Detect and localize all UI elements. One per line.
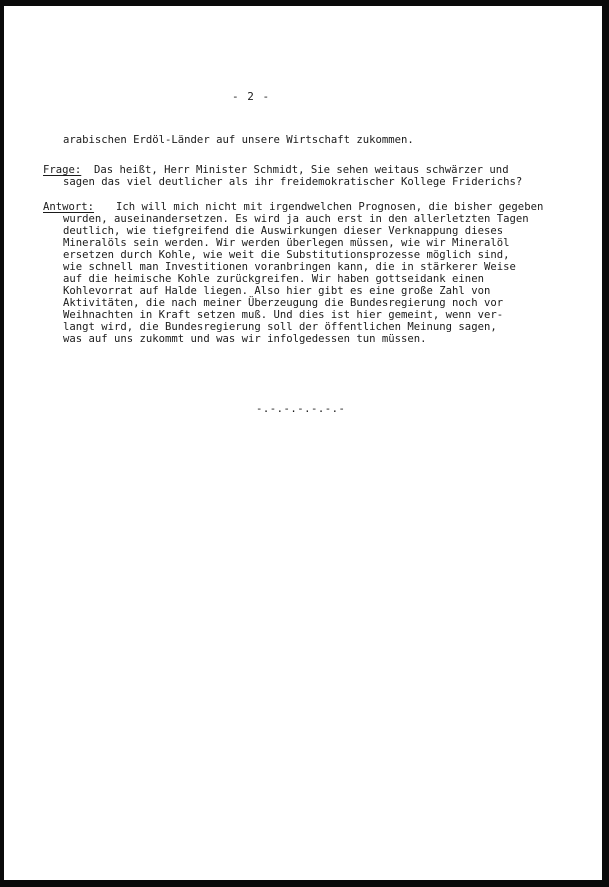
answer-line-11: langt wird, die Bundesregierung soll der öffentlichen Meinung sagen, (63, 321, 497, 333)
question-line-1: Das heißt, Herr Minister Schmidt, Sie sehen weitaus schwärzer und (94, 164, 509, 176)
answer-line-8: Kohlevorrat auf Halde liegen. Also hier gibt es eine große Zahl von (63, 285, 491, 297)
answer-speaker-label: Antwort: (43, 201, 95, 213)
continuation-line: arabischen Erdöl-Länder auf unsere Wirtschaft zukommen. (63, 134, 414, 146)
answer-line-4: Mineralöls sein werden. Wir werden überlegen müssen, wie wir Mineralöl (63, 237, 510, 249)
answer-line-10: Weihnachten in Kraft setzen muß. Und dies ist hier gemeint, wenn ver- (63, 309, 504, 321)
question-line-2: sagen das viel deutlicher als ihr freidemokratischer Kollege Friderichs? (63, 176, 523, 188)
answer-line-1: Ich will mich nicht mit irgendwelchen Prognosen, die bisher gegeben (116, 201, 544, 213)
answer-line-3: deutlich, wie tiefgreifend die Auswirkungen dieser Verknappung dieses (63, 225, 504, 237)
page-number: - 2 - (232, 90, 271, 103)
answer-line-2: wurden, auseinandersetzen. Es wird ja auch erst in den allerletzten Tagen (63, 213, 529, 225)
answer-line-5: ersetzen durch Kohle, wie weit die Substitutionsprozesse möglich sind, (63, 249, 510, 261)
question-speaker-label: Frage: (43, 164, 82, 176)
answer-line-7: auf die heimische Kohle zurückgreifen. Wir haben gottseidank einen (63, 273, 484, 285)
answer-line-6: wie schnell man Investitionen voranbringen kann, die in stärkerer Weise (63, 261, 516, 273)
section-separator: -.-.-.-.-.-.- (256, 403, 346, 415)
answer-line-12: was auf uns zukommt und was wir infolgedessen tun müssen. (63, 333, 427, 345)
answer-line-9: Aktivitäten, die nach meiner Überzeugung die Bundesregierung noch vor (63, 297, 504, 309)
